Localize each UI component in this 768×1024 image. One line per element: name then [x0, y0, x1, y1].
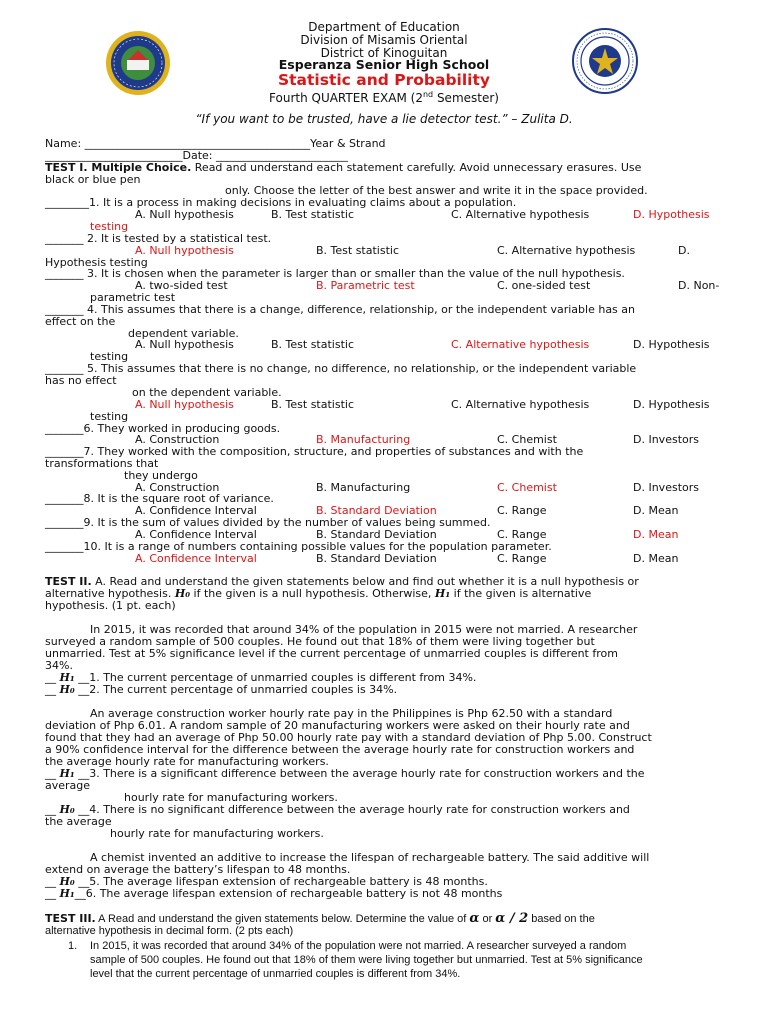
q10-choice-c: C. Range [497, 552, 547, 565]
test3-item-number-1: 1. [68, 940, 78, 952]
question-1[interactable]: ________1. It is a process in making decisions in evaluating claims about a population. [45, 196, 517, 209]
q9-choice-b: B. Standard Deviation [316, 528, 437, 541]
test2-passage2-l4: a 90% confidence interval for the difference between the average hourly rate for construction workers and [45, 743, 635, 756]
name-line[interactable]: Name: _________________________________________Year & Strand [45, 137, 386, 150]
q1-choice-a: A. Null hypothesis [135, 208, 234, 221]
q2-choice-b: B. Test statistic [316, 244, 399, 257]
q1-choice-d-cont: testing [90, 220, 129, 233]
q8-choice-a: A. Confidence Interval [135, 504, 257, 517]
q7-choice-b: B. Manufacturing [316, 481, 411, 494]
test2-passage1-l3: unmarried. Test at 5% significance level if the current percentage of unmarried couples is different from [45, 647, 618, 660]
test2-item-6[interactable]: __ H₁__6. The average lifespan extension of rechargeable battery is not 48 months [45, 887, 503, 900]
q4-choice-a: A. Null hypothesis [135, 338, 234, 351]
test2-item-4-cont2: hourly rate for manufacturing workers. [110, 827, 324, 840]
test2-item-5[interactable]: __ H₀ __5. The average lifespan extension of rechargeable battery is 48 months. [45, 875, 488, 888]
date-line[interactable]: _________________________Date: ________________________ [45, 149, 348, 162]
exam-title: Fourth QUARTER EXAM (2nd Semester) [269, 90, 499, 105]
q8-choice-b: B. Standard Deviation [316, 504, 437, 517]
test2-item-3-cont: average [45, 779, 91, 792]
test2-passage2-l2: deviation of Php 6.01. A random sample of 20 manufacturing workers were asked on their hourly rate and [45, 719, 630, 732]
test3-item-1-l2: sample of 500 couples. He found out that 18% of them were living together but unmarried. Test at 5% significance [90, 954, 643, 966]
district-name: District of Kinoguitan [320, 46, 448, 60]
question-8[interactable]: _______8. It is the square root of variance. [45, 492, 274, 505]
question-5-cont: has no effect [45, 374, 117, 387]
test2-passage3-l1: A chemist invented an additive to increase the lifespan of rechargeable battery. The said additive will [90, 851, 650, 864]
q7-choice-a: A. Construction [135, 481, 220, 494]
test2-item-3[interactable]: __ H₁ __3. There is a significant difference between the average hourly rate for construction workers and the [45, 767, 645, 780]
test2-passage2-l1: An average construction worker hourly rate pay in the Philippines is Php 62.50 with a standard [90, 707, 613, 720]
question-6[interactable]: _______6. They worked in producing goods. [45, 422, 281, 435]
question-5-cont2: on the dependent variable. [132, 386, 282, 399]
test1-instr2: black or blue pen [45, 173, 141, 186]
test2-passage2-l3: found that they had an average of Php 50.00 hourly rate pay with a standard deviation of Php 5.00. Construct [45, 731, 652, 744]
school-name: Esperanza Senior High School [278, 57, 490, 72]
test2-item-2[interactable]: __ H₀ __2. The current percentage of unmarried couples is 34%. [45, 683, 398, 696]
division-name: Division of Misamis Oriental [300, 33, 468, 47]
question-3[interactable]: _______ 3. It is chosen when the parameter is larger than or smaller than the value of the null hypothesis. [45, 267, 625, 280]
test2-passage1-l2: surveyed a random sample of 500 couples. He found out that 18% of them were living together but [45, 635, 595, 648]
q5-choice-c: C. Alternative hypothesis [451, 398, 590, 411]
q1-choice-c: C. Alternative hypothesis [451, 208, 590, 221]
question-4-cont2: dependent variable. [128, 327, 239, 340]
test2-passage3-l2: extend on average the battery’s lifespan to 48 months. [45, 863, 351, 876]
q10-choice-b: B. Standard Deviation [316, 552, 437, 565]
q3-choice-d-cont: parametric test [90, 291, 176, 304]
quote: “If you want to be trusted, have a lie detector test.” – Zulita D. [195, 112, 573, 126]
q10-choice-d: D. Mean [633, 552, 679, 565]
q3-choice-a: A. two-sided test [135, 279, 228, 292]
q8-choice-d: D. Mean [633, 504, 679, 517]
question-7-cont: transformations that [45, 457, 159, 470]
test2-instructions-l2: alternative hypothesis. H₀ if the given is a null hypothesis. Otherwise, H₁ if the given is alternative [45, 587, 592, 600]
q7-choice-c: C. Chemist [497, 481, 557, 494]
test2-passage1-l1: In 2015, it was recorded that around 34% of the population in 2015 were not married. A researcher [90, 623, 638, 636]
test2-item-4-cont: the average [45, 815, 112, 828]
test1-instr3: only. Choose the letter of the best answer and write it in the space provided. [225, 184, 648, 197]
test2-instructions: TEST II. A. Read and understand the given statements below and find out whether it is a null hypothesis or [45, 575, 639, 588]
q9-choice-d: D. Mean [633, 528, 679, 541]
test3-item-1[interactable]: In 2015, it was recorded that around 34% of the population were not married. A researcher surveyed a random [90, 940, 627, 952]
test3-instructions-l2: alternative hypothesis in decimal form. (2 pts each) [45, 925, 294, 937]
q6-choice-a: A. Construction [135, 433, 220, 446]
q9-choice-a: A. Confidence Interval [135, 528, 257, 541]
test2-passage1-l4: 34%. [45, 659, 73, 672]
q10-choice-a: A. Confidence Interval [135, 552, 257, 565]
test3-instructions: TEST III. A Read and understand the given statements below. Determine the value of α or α / 2 based on the [45, 911, 595, 926]
q8-choice-c: C. Range [497, 504, 547, 517]
q1-choice-b: B. Test statistic [271, 208, 354, 221]
q4-choice-d: D. Hypothesis [633, 338, 710, 351]
q4-choice-c: C. Alternative hypothesis [451, 338, 590, 351]
question-7-cont2: they undergo [124, 469, 198, 482]
q2-choice-d-cont: Hypothesis testing [45, 256, 148, 269]
question-4[interactable]: _______ 4. This assumes that there is a change, difference, relationship, or the independent variable has an [45, 303, 635, 316]
test2-item-4[interactable]: __ H₀ __4. There is no significant difference between the average hourly rate for construction workers and [45, 803, 630, 816]
q1-choice-d: D. Hypothesis [633, 208, 710, 221]
dept-name: Department of Education [308, 20, 460, 34]
q6-choice-c: C. Chemist [497, 433, 557, 446]
q4-choice-b: B. Test statistic [271, 338, 354, 351]
q2-choice-d: D. [678, 244, 690, 257]
q5-choice-d: D. Hypothesis [633, 398, 710, 411]
q3-choice-c: C. one-sided test [497, 279, 591, 292]
q6-choice-b: B. Manufacturing [316, 433, 411, 446]
subject-title: Statistic and Probability [277, 71, 491, 89]
q4-choice-d-cont: testing [90, 350, 129, 363]
q6-choice-d: D. Investors [633, 433, 699, 446]
q2-choice-c: C. Alternative hypothesis [497, 244, 636, 257]
test3-item-1-l3: level that the current percentage of unmarried couples is different from 34%. [90, 968, 461, 980]
q5-choice-b: B. Test statistic [271, 398, 354, 411]
test2-item-3-cont2: hourly rate for manufacturing workers. [124, 791, 338, 804]
question-9[interactable]: _______9. It is the sum of values divided by the number of values being summed. [45, 516, 491, 529]
q5-choice-d-cont: testing [90, 410, 129, 423]
question-5[interactable]: _______ 5. This assumes that there is no change, no difference, no relationship, or the independent variable [45, 362, 637, 375]
test2-item-1[interactable]: __ H₁ __1. The current percentage of unmarried couples is different from 34%. [45, 671, 477, 684]
question-4-cont: effect on the [45, 315, 116, 328]
test1-instructions: TEST I. Multiple Choice. Read and understand each statement carefully. Avoid unnecessary erasures. Use [45, 161, 642, 174]
q9-choice-c: C. Range [497, 528, 547, 541]
q5-choice-a: A. Null hypothesis [135, 398, 234, 411]
question-10[interactable]: _______10. It is a range of numbers containing possible values for the population parameter. [45, 540, 552, 553]
q7-choice-d: D. Investors [633, 481, 699, 494]
test2-instructions-l3: hypothesis. (1 pt. each) [45, 599, 176, 612]
q3-choice-b: B. Parametric test [316, 279, 415, 292]
q2-choice-a: A. Null hypothesis [135, 244, 234, 257]
question-7[interactable]: _______7. They worked with the composition, structure, and properties of substances and with the [45, 445, 584, 458]
q3-choice-d: D. Non- [678, 279, 720, 292]
test2-passage2-l5: the average hourly rate for manufacturing workers. [45, 755, 329, 768]
question-2[interactable]: _______ 2. It is tested by a statistical test. [45, 232, 272, 245]
